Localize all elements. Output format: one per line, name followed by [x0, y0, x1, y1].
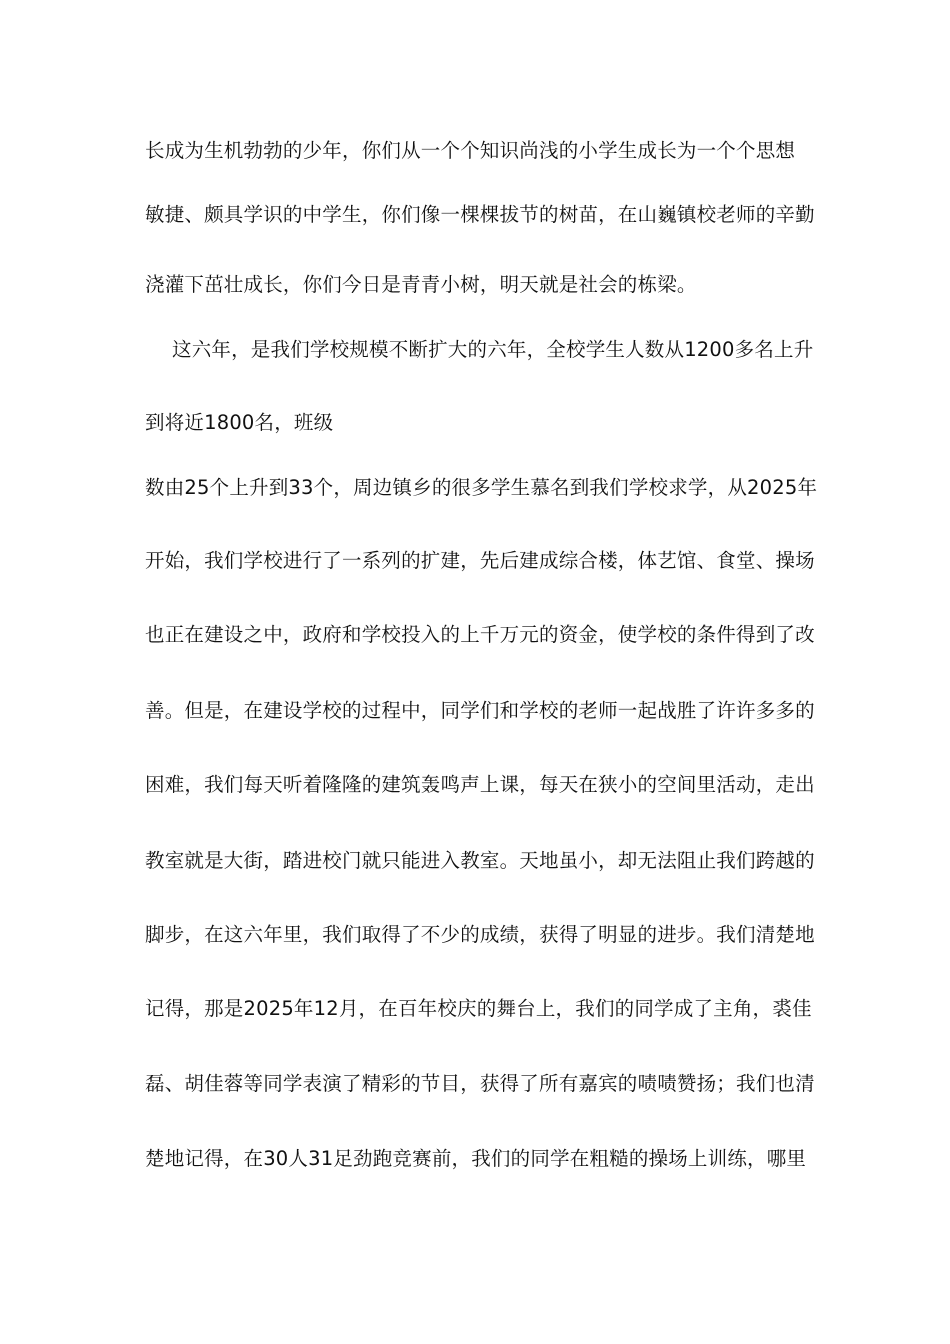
text-line: 浇灌下茁壮成长，你们今日是青青小树，明天就是社会的栋梁。	[145, 273, 697, 296]
text-line: 敏捷、颇具学识的中学生，你们像一棵棵拔节的树苗，在山巍镇校老师的辛勤	[145, 203, 815, 226]
text-line: 困难，我们每天听着隆隆的建筑轰鸣声上课，每天在狭小的空间里活动，走出	[145, 773, 815, 796]
text-line: 开始，我们学校进行了一系列的扩建，先后建成综合楼，体艺馆、食堂、操场	[145, 549, 815, 572]
text-line: 数由25个上升到33个，周边镇乡的很多学生慕名到我们学校求学，从2025年	[145, 476, 818, 499]
text-line: 脚步，在这六年里，我们取得了不少的成绩，获得了明显的进步。我们清楚地	[145, 923, 815, 946]
text-line: 磊、胡佳蓉等同学表演了精彩的节目，获得了所有嘉宾的啧啧赞扬；我们也清	[145, 1072, 815, 1095]
text-line: 到将近1800名，班级	[145, 411, 334, 434]
text-line: 也正在建设之中，政府和学校投入的上千万元的资金，使学校的条件得到了改	[145, 623, 815, 646]
text-line: 记得，那是2025年12月，在百年校庆的舞台上，我们的同学成了主角，裘佳	[145, 997, 812, 1020]
text-line: 善。但是，在建设学校的过程中，同学们和学校的老师一起战胜了许许多多的	[145, 699, 815, 722]
paragraph-first-line: 这六年，是我们学校规模不断扩大的六年，全校学生人数从1200多名上升	[172, 338, 814, 361]
text-line: 教室就是大街，踏进校门就只能进入教室。天地虽小，却无法阻止我们跨越的	[145, 849, 815, 872]
text-line: 楚地记得，在30人31足劲跑竞赛前，我们的同学在粗糙的操场上训练，哪里	[145, 1147, 807, 1170]
text-line: 长成为生机勃勃的少年，你们从一个个知识尚浅的小学生成长为一个个思想	[145, 139, 796, 162]
